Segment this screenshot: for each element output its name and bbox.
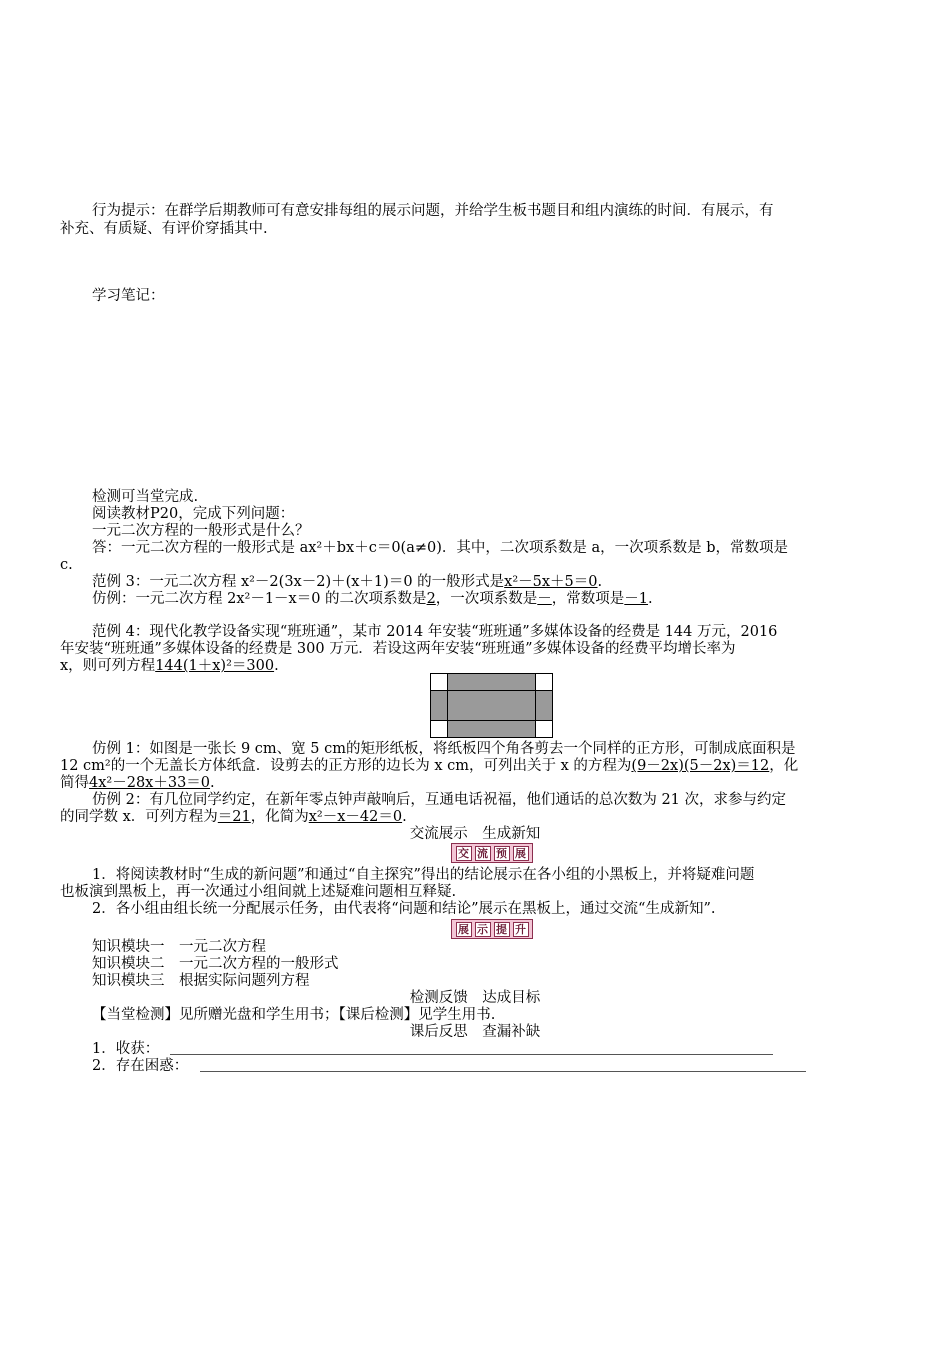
imitate2-text: 的同学数 x．可列方程为 xyxy=(60,809,218,825)
example4-line2: 年安装“班班通”多媒体设备的经费是 300 万元．若设这两年安装“班班通”多媒体设备的经费平均增长率为 xyxy=(60,641,736,657)
imitate1-suffix: ，化 xyxy=(769,758,799,774)
example3-suffix: . xyxy=(597,574,603,590)
imitate-text1: 仿例：一元二次方程 2x²－1－x＝0 的二次项系数是 xyxy=(92,591,427,607)
imitate1-answer2: 4x²－28x＋33＝0 xyxy=(89,775,211,791)
imitate-text4: . xyxy=(648,591,653,607)
imitate2-answer: ＝21 xyxy=(217,809,251,825)
imitate-text2: ，一次项系数是 xyxy=(435,591,538,607)
imitate1-text: 12 cm²的一个无盖长方体纸盒．设剪去的正方形的边长为 x cm，可列出关于 x 的方程为 xyxy=(60,758,632,774)
badge-char: 展 xyxy=(456,922,472,937)
cardboard-figure xyxy=(430,673,553,738)
study-notes-label: 学习笔记： xyxy=(92,288,165,304)
module-2: 知识模块二 一元二次方程的一般形式 xyxy=(92,956,339,972)
badge-char: 预 xyxy=(494,846,510,861)
corner-square-br xyxy=(536,721,553,738)
reading-answer: 答：一元二次方程的一般形式是 ax²＋bx＋c＝0(a≠0)．其中，二次项系数是 a，一次项系数是 b，常数项是 xyxy=(92,540,789,556)
badge-char: 升 xyxy=(513,922,529,937)
section-exchange-heading: 交流展示 生成新知 xyxy=(409,826,541,842)
imitate1-answer: (9－2x)(5－2x)＝12 xyxy=(631,758,770,774)
example3-text: 范例 3：一元二次方程 x²－2(3x－2)＋(x＋1)＝0 的一般形式是 xyxy=(92,574,505,590)
show-improve-badge xyxy=(451,919,533,939)
badge-char: 流 xyxy=(475,846,491,861)
corner-square-bl xyxy=(431,721,448,738)
exchange-item1: 1．将阅读教材时“生成的新问题”和通过“自主探究”得出的结论展示在各小组的小黑板上，并将疑难问题 xyxy=(92,867,755,883)
imitate-answer3: －1 xyxy=(624,591,649,607)
example4-text: x，则可列方程 xyxy=(60,658,156,674)
badge-char: 示 xyxy=(475,922,491,937)
section-feedback-heading: 检测反馈 达成目标 xyxy=(409,990,541,1006)
imitate2-answer2: x²－x－42＝0 xyxy=(308,809,403,825)
example4-line3 xyxy=(60,657,279,675)
corner-square-tr xyxy=(536,674,553,691)
imitate-text3: ，常数项是 xyxy=(551,591,625,607)
badge-char: 交 xyxy=(456,846,472,861)
confusion-label: 2．存在困惑： xyxy=(92,1058,189,1074)
module-3: 知识模块三 根据实际问题列方程 xyxy=(92,973,310,989)
imitate2-line1: 仿例 2：有几位同学约定，在新年零点钟声敲响后，互通电话祝福，他们通话的总次数为 21 次，求参与约定 xyxy=(92,792,786,808)
behavior-tip-line1: 行为提示：在群学后期教师可有意安排每组的展示问题，并给学生板书题目和组内演练的时间．有展示，有 xyxy=(92,203,774,219)
behavior-tip-line2: 补充、有质疑、有评价穿插其中. xyxy=(60,221,268,237)
imitate1-text2: 简得 xyxy=(60,775,89,791)
example3-answer: x²－5x＋5＝0 xyxy=(504,574,598,590)
imitate1-line1: 仿例 1：如图是一张长 9 cm、宽 5 cm的矩形纸板，将纸板四个角各剪去一个同样的正方形，可制成底面积是 xyxy=(92,741,796,757)
cardboard-rect xyxy=(431,674,553,738)
exchange-item2: 2．各小组由组长统一分配展示任务，由代表将“问题和结论”展示在黑板上，通过交流“生成新知”. xyxy=(92,901,716,917)
reading-answer-cont: c. xyxy=(60,557,73,573)
exchange-preview-badge xyxy=(451,843,533,863)
imitate2-mid: ，化简为 xyxy=(250,809,309,825)
imitate1-line2 xyxy=(60,757,798,775)
module-1: 知识模块一 一元二次方程 xyxy=(92,939,266,955)
imitate xyxy=(92,590,653,608)
badge-char: 展 xyxy=(513,846,529,861)
exchange-item1-cont: 也板演到黑板上，再一次通过小组间就上述疑难问题相互释疑. xyxy=(60,884,457,900)
badge-char: 提 xyxy=(494,922,510,937)
reading-question: 一元二次方程的一般形式是什么？ xyxy=(92,523,310,539)
imitate-answer1: 2 xyxy=(426,591,436,607)
imitate-answer2: － xyxy=(537,591,552,607)
check-line: 【当堂检测】见所赠光盘和学生用书；【课后检测】见学生用书. xyxy=(92,1007,496,1023)
section-reflect-heading: 课后反思 查漏补缺 xyxy=(409,1024,541,1040)
imitate2-line2 xyxy=(60,808,407,826)
example4-answer: 144(1＋x)²＝300 xyxy=(155,658,275,674)
reading-line2: 阅读教材P20，完成下列问题： xyxy=(92,506,295,522)
reading-line1: 检测可当堂完成. xyxy=(92,489,199,505)
example3 xyxy=(92,573,602,591)
imitate2-suffix: . xyxy=(402,809,407,825)
imitate1-suffix2: . xyxy=(210,775,215,791)
confusion-blank-line[interactable] xyxy=(200,1071,806,1072)
corner-square-tl xyxy=(431,674,448,691)
example4-suffix: . xyxy=(274,658,279,674)
harvest-blank-line[interactable] xyxy=(170,1054,773,1055)
harvest-label: 1．收获： xyxy=(92,1041,160,1057)
example4-line1: 范例 4：现代化教学设备实现“班班通”，某市 2014 年安装“班班通”多媒体设备的经费是 144 万元，2016 xyxy=(92,624,778,640)
imitate1-line3 xyxy=(60,774,215,792)
